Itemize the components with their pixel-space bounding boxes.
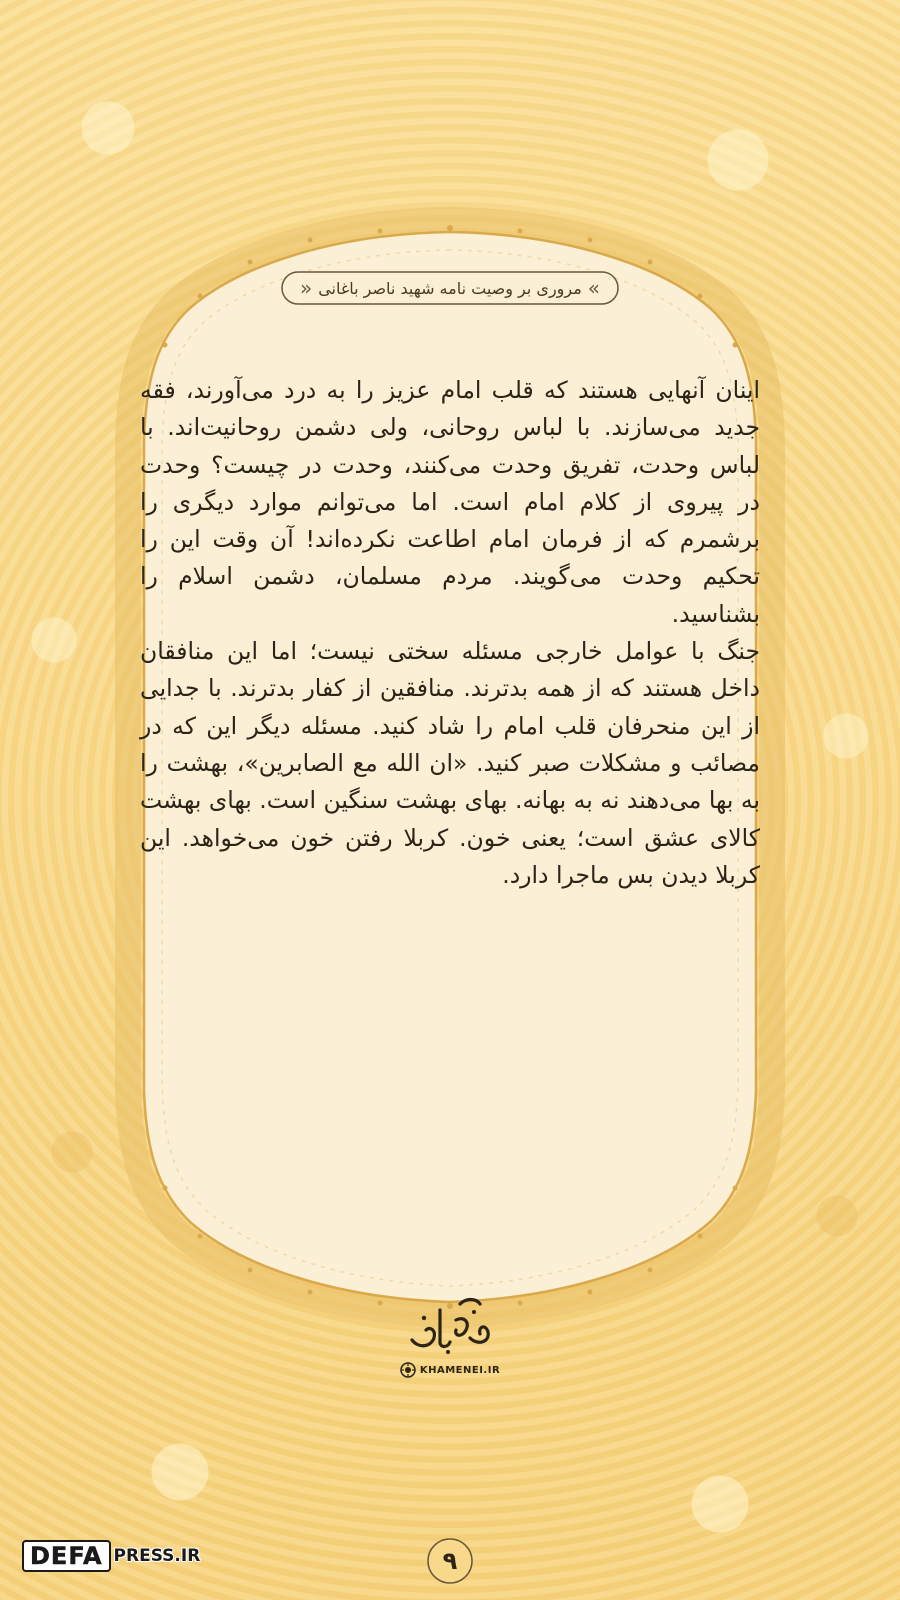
paragraph-1: اینان آنهایی هستند که قلب امام عزیز را به درد می‌آورند، فقه جدید می‌سازند. با لباس روحانی، ولی دشمن روحانیت‌اند. با لباس وحدت، تفریق وحدت می‌کنند، وحدت در چیست؟ وحدت در پیروی از کلام امام است. اما می‌توانم موارد دیگری را برشمرم که از فرمان امام اطاعت نکرده‌اند! آن وقت این را تحکیم وحدت می‌گویند. مردم مسلمان، دشمن اسلام را بشناسید. bbox=[140, 376, 760, 628]
calligraphy-logo-icon bbox=[400, 1290, 500, 1360]
watermark-suffix: PRESS.IR bbox=[113, 1546, 201, 1566]
will-excerpt bbox=[140, 372, 760, 894]
defa-e-moghaddas-logo bbox=[385, 1290, 515, 1400]
chevron-left-icon: « bbox=[587, 276, 601, 300]
series-title bbox=[282, 272, 618, 304]
defapress-watermark bbox=[22, 1538, 200, 1574]
page-number: ۹ bbox=[442, 1547, 458, 1575]
paragraph-2: جنگ با عوامل خارجی مسئله سختی نیست؛ اما این منافقان داخل هستند که از همه بدترند. منافقین از کفار بدترند. با جدایی از این منحرفان قلب امام را شاد کنید. مسئله دیگر این که در مصائب و مشکلات صبر کنید. «ان الله مع الصابرین»، بهشت را به بها می‌دهند نه به بهانه. بهای بهشت سنگین است. بهای بهشت کالای عشق است؛ یعنی خون. کربلا رفتن خون می‌خواهد. این کربلا دیدن بس ماجرا دارد. bbox=[140, 637, 760, 889]
site-name: KHAMENEI.IR bbox=[419, 1364, 501, 1376]
series-title-text: مروری بر وصیت نامه شهید ناصر باغانی bbox=[318, 278, 582, 298]
watermark-brand: DEFA bbox=[22, 1540, 111, 1572]
khamenei-emblem-icon bbox=[400, 1362, 416, 1378]
chevron-right-icon: » bbox=[299, 276, 313, 300]
